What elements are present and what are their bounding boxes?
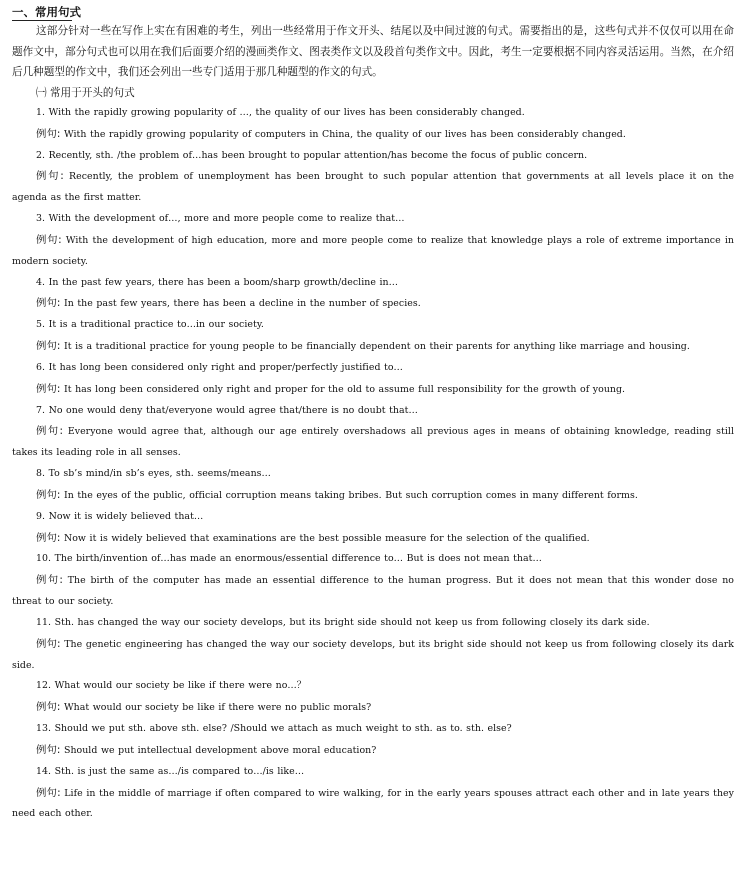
example-line	[12, 124, 734, 146]
example-text: Should we put intellectual development above moral education?	[60, 744, 377, 756]
pattern-line: 2. Recently, sth. /the problem of…has been brought to popular attention/has become the focus of public concern.	[36, 149, 588, 161]
example-label: 例句:	[36, 170, 64, 183]
example-label: 例句:	[36, 743, 61, 756]
example-line	[12, 783, 734, 826]
example-text: With the development of high education, more and more people come to realize that knowledge plays a role of extreme importance in modern society.	[12, 234, 735, 267]
section-heading-text: 一、常用句式	[12, 5, 81, 19]
sentence-pattern-list	[12, 103, 734, 825]
pattern-line: 3. With the development of…, more and more people come to realize that…	[36, 213, 405, 225]
example-label: 例句:	[36, 425, 64, 438]
example-label: 例句:	[36, 127, 61, 140]
heading-underline	[12, 20, 72, 21]
intro-paragraph: 这部分针对一些在写作上实在有困难的考生，列出一些经常用于作文开头、结尾以及中间过渡的句式。需要指出的是，这些句式并不仅仅可以用在命题作文中，部分句式也可以用在我们后面要介绍的漫画类作文、图表类作文以及段首句类作文中。因此，考生一定要根据不同内容灵活运用。当然，在介绍后几种题型的作文中，我们还会列出一些专门适用于那几种题型的作文的句式。	[12, 25, 734, 78]
example-line	[12, 570, 734, 613]
example-text: The birth of the computer has made an essential difference to the human progress. But it does not mean that this wonder dose no threat to our society.	[12, 575, 734, 608]
pattern-line: 4. In the past few years, there has been a boom/sharp growth/decline in…	[36, 276, 399, 288]
example-label: 例句:	[36, 574, 63, 587]
example-text: In the past few years, there has been a decline in the number of species.	[60, 298, 421, 310]
example-label: 例句:	[36, 382, 61, 395]
pattern-line: 9. Now it is widely believed that…	[36, 510, 204, 522]
example-line	[12, 421, 734, 464]
example-text: Recently, the problem of unemployment has been brought to such popular attention that governments at all levels place it on the agenda as the first matter.	[12, 171, 735, 204]
example-text: It has long been considered only right and proper for the old to assume full responsibility for the growth of young.	[60, 383, 626, 395]
pattern-line: 7. No one would deny that/everyone would agree that/there is no doubt that…	[36, 404, 418, 416]
example-line	[12, 740, 734, 762]
example-text: In the eyes of the public, official corruption means taking bribes. But such corruption comes in many different forms.	[60, 489, 638, 501]
example-label: 例句:	[36, 786, 61, 799]
example-line	[12, 485, 734, 507]
pattern-line: 5. It is a traditional practice to…in our society.	[36, 319, 264, 331]
example-text: Life in the middle of marriage if often compared to wire walking, for in the early years spouses attract each other and in late years they need each other.	[12, 787, 734, 820]
example-line	[12, 697, 734, 719]
example-text: With the rapidly growing popularity of computers in China, the quality of our lives has been considerably changed.	[60, 128, 626, 140]
example-text: Now it is widely believed that examinations are the best possible measure for the selection of the qualified.	[60, 532, 590, 544]
example-text: Everyone would agree that, although our age entirely overshadows all previous ages in means of obtaining knowledge, reading still takes its leading role in all senses.	[12, 426, 734, 459]
pattern-line: 13. Should we put sth. above sth. else? /Should we attach as much weight to sth. as to. sth. else?	[36, 723, 512, 735]
pattern-line: 11. Sth. has changed the way our society develops, but its bright side should not keep us from following closely its dark side.	[36, 616, 650, 628]
pattern-line: 8. To sb’s mind/in sb’s eyes, sth. seems/means…	[36, 468, 271, 480]
example-text: The genetic engineering has changed the way our society develops, but its bright side should not keep us from following closely its dark side.	[12, 638, 734, 671]
pattern-line: 14. Sth. is just the same as…/is compared to…/is like…	[36, 765, 305, 777]
example-text: What would our society be like if there were no public morals?	[60, 702, 372, 714]
example-label: 例句:	[36, 233, 62, 246]
example-label: 例句:	[36, 637, 61, 650]
section-heading	[12, 4, 734, 21]
example-label: 例句:	[36, 340, 61, 353]
example-line	[12, 528, 734, 550]
pattern-line: 10. The birth/invention of…has made an enormous/essential difference to… But is does not mean that…	[36, 553, 542, 565]
pattern-line: 1. With the rapidly growing popularity of …, the quality of our lives has been considerably changed.	[36, 107, 525, 118]
example-line	[12, 634, 734, 677]
sub-heading: ㈠ 常用于开头的句式	[36, 86, 135, 99]
example-line	[12, 166, 734, 209]
pattern-line: 12. What would our society be like if there were no…？	[36, 680, 307, 692]
example-text: It is a traditional practice for young people to be financially dependent on their parents for anything like marriage and housing.	[60, 341, 690, 353]
example-line	[12, 379, 734, 401]
example-label: 例句:	[36, 488, 61, 501]
example-label: 例句:	[36, 531, 61, 544]
example-line	[12, 336, 734, 358]
example-line	[12, 293, 734, 315]
example-label: 例句:	[36, 297, 61, 310]
example-line	[12, 230, 734, 273]
example-label: 例句:	[36, 701, 61, 714]
pattern-line: 6. It has long been considered only right and proper/perfectly justified to…	[36, 361, 403, 373]
